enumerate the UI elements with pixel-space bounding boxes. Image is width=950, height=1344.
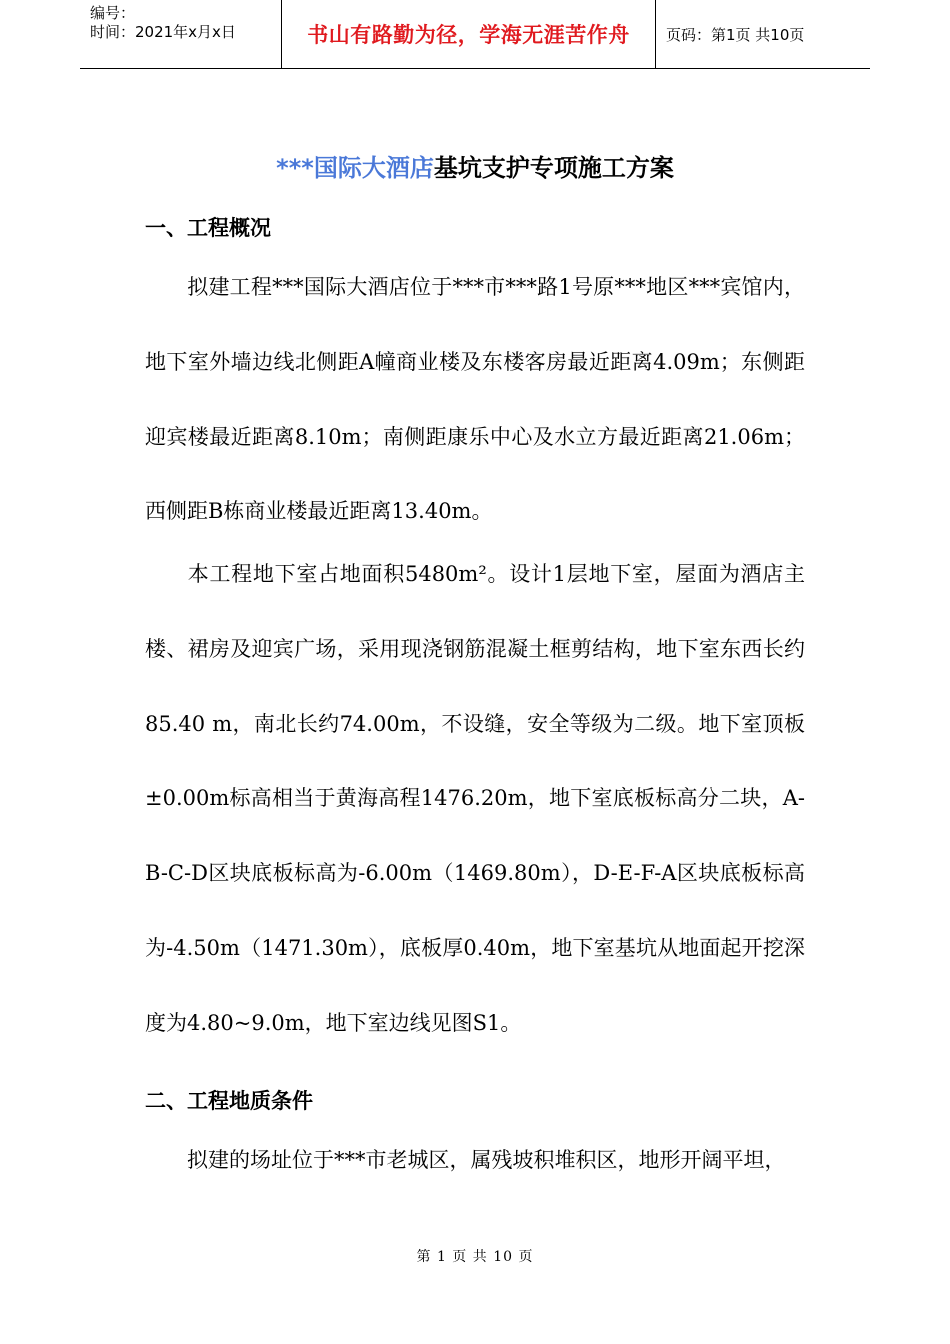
time-label: 时间：2021年x月x日 (90, 23, 236, 41)
page-header (80, 0, 870, 69)
page-footer: 第 1 页 共 10 页 (416, 1249, 534, 1265)
document-title (0, 148, 950, 183)
body-paragraph (145, 1123, 825, 1198)
header-meta (80, 0, 282, 68)
body-paragraph (145, 537, 805, 1061)
paragraph-text: 本工程地下室占地面积5480m²。设计1层地下室，屋面为酒店主楼、裙房及迎宾广场，采用现浇钢筋混凝土框剪结构，地下室东西长约85.40 m，南北长约74.00m，不设缝，安全等级为二级。地下室顶板±0.00m标高相当于黄海高程1476.20m，地下室底板标高分二块，A-B-C-D区块底板标高为-6.00m（1469.80m），D-E-F-A区块底板标高为-4.50m（1471.30m），底板厚0.40m，地下室基坑从地面起开挖深度为4.80~9.0m，地下室边线见图S1。 (145, 562, 805, 1035)
paragraph-text: 拟建的场址位于***市老城区，属残坡积堆积区，地形开阔平坦， (187, 1148, 786, 1172)
title-highlight: ***国际大酒店 (276, 154, 434, 182)
title-text: 基坑支护专项施工方案 (433, 154, 674, 182)
paragraph-text: 拟建工程***国际大酒店位于***市***路1号原***地区***宾馆内，地下室外墙边线北侧距A幢商业楼及东楼客房最近距离4.09m；东侧距迎宾楼最近距离8.10m；南侧距康乐中心及水立方最近距离21.06m；西侧距B栋商业楼最近距离13.40m。 (145, 275, 805, 524)
section-heading: 一、工程概况 (145, 216, 271, 240)
header-motto: 书山有路勤为径，学海无涯苦作舟 (282, 0, 656, 68)
number-label: 编号： (90, 4, 136, 22)
section-heading: 二、工程地质条件 (145, 1089, 313, 1113)
header-page-info: 页码：第1页 共10页 (666, 25, 805, 44)
body-paragraph (145, 250, 805, 549)
